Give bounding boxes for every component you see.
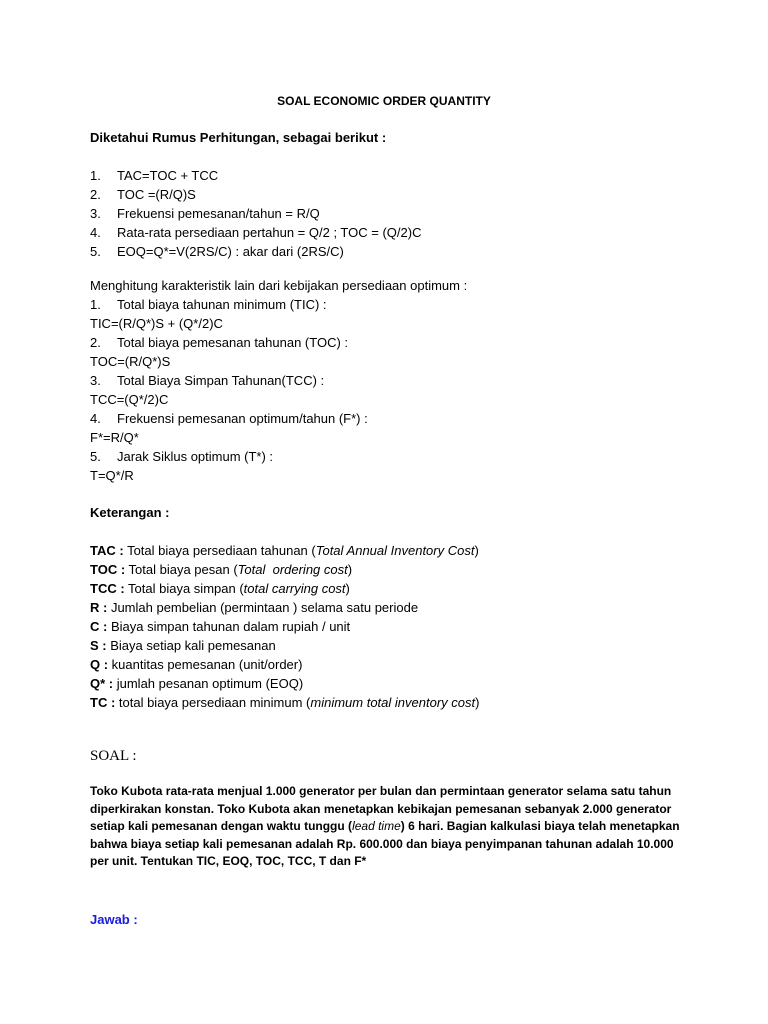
definition-item: TOC : Total biaya pesan (Total ordering cost) — [90, 562, 353, 577]
keterangan-heading: Keterangan : — [90, 505, 170, 520]
formula-section — [90, 128, 690, 261]
definition-item: TAC : Total biaya persediaan tahunan (Total Annual Inventory Cost) — [90, 543, 479, 558]
keterangan-section — [90, 503, 690, 712]
document-title: SOAL ECONOMIC ORDER QUANTITY — [277, 94, 491, 108]
problem-paragraph: Toko Kubota rata-rata menjual 1.000 generator per bulan dan permintaan generator selama satu tahun diperkirakan konstan. Toko Kubota akan menetapkan kebikajan pemesanan sebanyak 2.000 generator setiap kali pemesanan dengan waktu tunggu (lead time) 6 hari. Bagian kalkulasi biaya telah menetapkan bahwa biaya setiap kali pemesanan adalah Rp. 600.000 dan biaya penyimpanan tahunan adalah 10.000 per unit. Tentukan TIC, EOQ, TOC, TCC, T dan F* — [90, 784, 680, 868]
characteristic-formula: T=Q*/R — [90, 468, 134, 483]
characteristic-label: 3. Total Biaya Simpan Tahunan(TCC) : — [90, 373, 325, 388]
definition-item: Q* : jumlah pesanan optimum (EOQ) — [90, 676, 304, 691]
characteristic-label: 4. Frekuensi pemesanan optimum/tahun (F*) : — [90, 411, 368, 426]
characteristic-label: 2. Total biaya pemesanan tahunan (TOC) : — [90, 335, 349, 350]
formula-item: 4. Rata-rata persediaan pertahun = Q/2 ; TOC = (Q/2)C — [90, 225, 422, 240]
formula-item: 1. TAC=TOC + TCC — [90, 168, 219, 183]
characteristic-formula: F*=R/Q* — [90, 430, 139, 445]
characteristic-formula: TOC=(R/Q*)S — [90, 354, 171, 369]
formula-item: 2. TOC =(R/Q)S — [90, 187, 196, 202]
definition-item: R : Jumlah pembelian (permintaan ) selama satu periode — [90, 600, 419, 615]
definition-item: TC : total biaya persediaan minimum (minimum total inventory cost) — [90, 695, 480, 710]
characteristic-formula: TIC=(R/Q*)S + (Q*/2)C — [90, 316, 223, 331]
formula-item: 5. EOQ=Q*=V(2RS/C) : akar dari (2RS/C) — [90, 244, 344, 259]
definition-item: TCC : Total biaya simpan (total carrying cost) — [90, 581, 350, 596]
formula-item: 3. Frekuensi pemesanan/tahun = R/Q — [90, 206, 320, 221]
characteristic-label: 5. Jarak Siklus optimum (T*) : — [90, 449, 274, 464]
characteristic-formula: TCC=(Q*/2)C — [90, 392, 169, 407]
intro-heading: Diketahui Rumus Perhitungan, sebagai berikut : — [90, 130, 387, 145]
jawab-heading: Jawab : — [90, 912, 138, 927]
characteristics-section — [90, 276, 690, 485]
definition-item: Q : kuantitas pemesanan (unit/order) — [90, 657, 303, 672]
definition-item: C : Biaya simpan tahunan dalam rupiah / unit — [90, 619, 351, 634]
characteristics-heading: Menghitung karakteristik lain dari kebijakan persediaan optimum : — [90, 278, 468, 293]
definition-item: S : Biaya setiap kali pemesanan — [90, 638, 276, 653]
soal-heading: SOAL : — [90, 748, 137, 764]
characteristic-label: 1. Total biaya tahunan minimum (TIC) : — [90, 297, 327, 312]
